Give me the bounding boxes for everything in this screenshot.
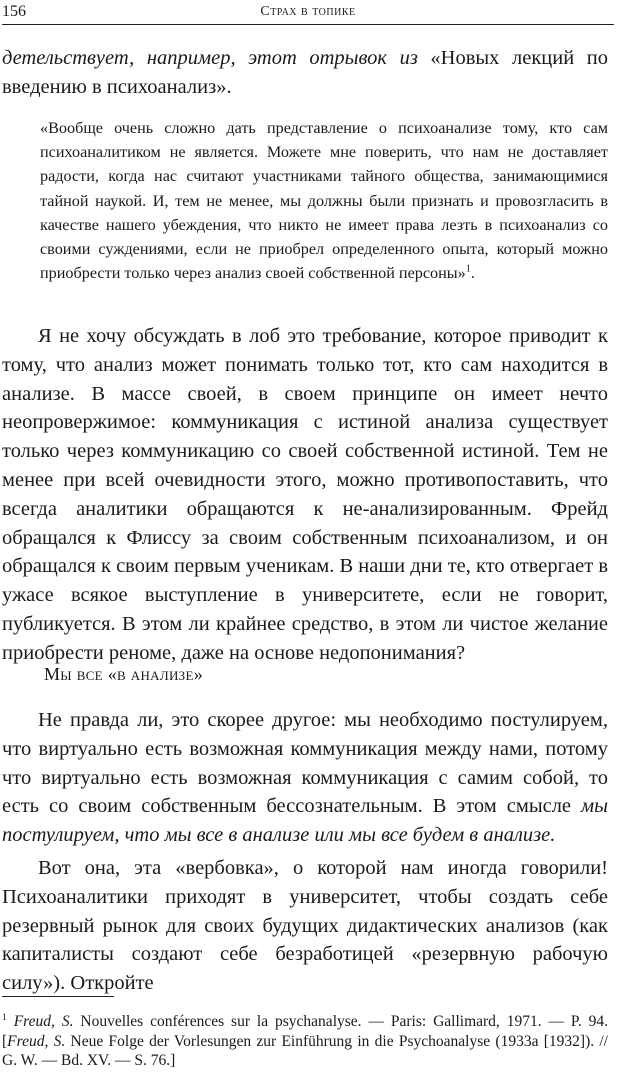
footnote-number: 1 — [2, 1011, 7, 1023]
footnote — [2, 1012, 608, 1071]
footnote-text-2: Neue Folge der Vorlesungen zur Einführung in die Psychoanalyse (1933a [1932]). // G. W. — Bd. XV. — S. 76.] — [2, 1032, 608, 1069]
paragraph-2-italic: мы постулируем, что мы все в анализе или мы все будем в анализе. — [2, 795, 608, 847]
block-quote — [40, 116, 608, 285]
page-header — [2, 2, 614, 25]
footnote-author-2: Freud, S. — [7, 1032, 66, 1050]
footnote-author-1: Freud, S. — [13, 1013, 74, 1030]
intro-italic-text: детельствует, например, этот отрывок из — [2, 47, 418, 69]
paragraph-2 — [2, 706, 608, 850]
paragraph-1: Я не хочу обсуждать в лоб это требование, которое приводит к тому, что анализ может понимать только тот, кто сам находится в анализе. В массе своей, в своем принципе он имеет нечто неопровержимое: коммуникация с истиной анализа существует только через коммуникацию со своей собственной истиной. Тем не менее при всей очевидности этого, можно противопоставить, что всегда аналитики обращаются к не-анализированным. Фрейд обращался к Флиссу за своим собственным психоанализом, и он обращался к своим первым ученикам. В наши дни те, кто отвергает в ужасе всякое выступление в университете, если не говорит, публикуется. В этом ли крайнее средство, в этом ли чистое желание приобрести реноме, даже на основе недопонимания? — [2, 325, 608, 664]
intro-paragraph — [2, 44, 608, 102]
quote-text: «Вообще очень сложно дать представление о психоанализе тому, кто сам психоаналитиком не является. Можете мне поверить, что нам не доставляет радости, когда нас считают участниками тайного общества, занимающимися тайной наукой. И, тем не менее, мы должны были признать и провозгласить в качестве нашего убеждения, что никто не имеет права лезть в психоанализ со своими суждениями, если не приобрел определенного опыта, который можно приобрести только через анализ своей собственной персоны» — [40, 119, 608, 283]
paragraph-2-text: Не правда ли, это скорее другое: мы необходимо постулируем, что виртуально есть возможная коммуникация между нами, потому что виртуально есть возможная коммуникация с самим собой, то есть со своим собственным бессознательным. В этом смысле — [2, 709, 608, 818]
section-heading: Мы все «в анализе» — [44, 664, 204, 684]
footnote-text-1: Nouvelles conférences sur la psychanalyse. — Paris: Gallimard, 1971. — P. 94.[ — [2, 1013, 609, 1050]
footnote-reference: 1 — [465, 263, 471, 275]
intro-text: «Новых лекций по введению в психоанализ». — [2, 47, 608, 98]
running-title: Страх в топике — [260, 4, 356, 19]
quote-end: . — [470, 264, 475, 283]
paragraph-3: Вот она, эта «вербовка», о которой нам иногда говорили! Психоаналитики приходят в университет, чтобы создать себе резервный рынок для своих будущих дидактических анализов (как капиталисты создают себе безработицей «резервную рабочую силу»). Откройте — [2, 857, 608, 995]
page-number: 156 — [2, 3, 26, 20]
footnote-divider — [2, 996, 114, 997]
